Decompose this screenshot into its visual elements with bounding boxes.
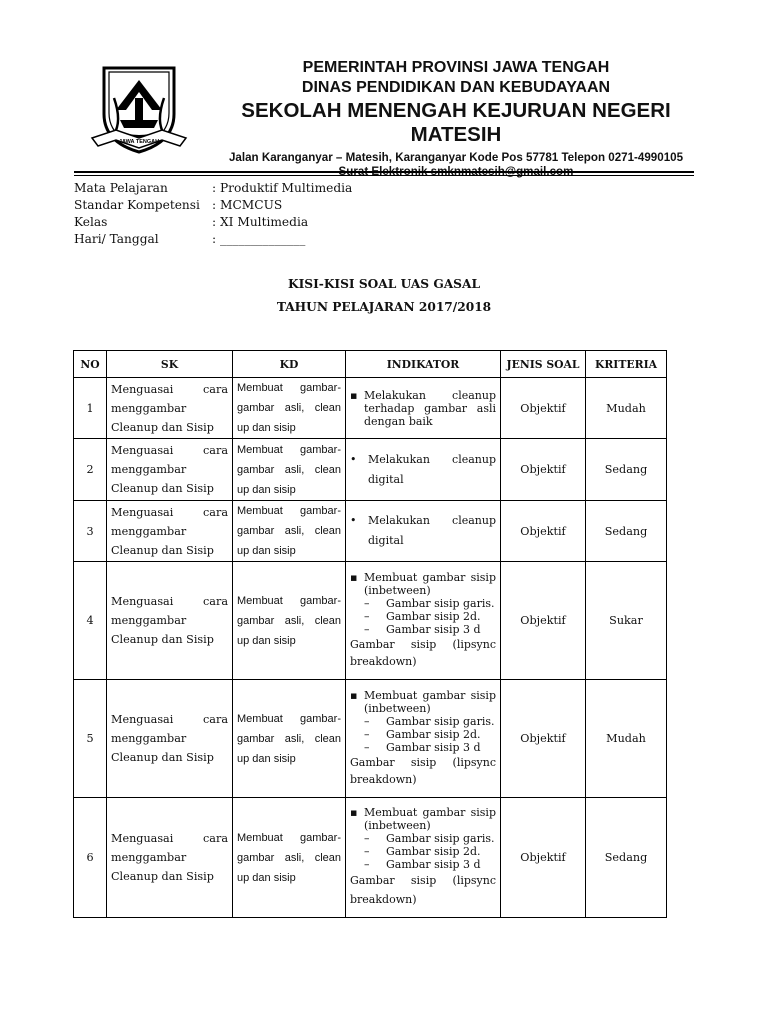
table-row [74,439,667,501]
indicator-tail: Gambar sisip (lipsync breakdown) [350,638,496,668]
square-bullet-icon: ▪ [350,806,358,819]
dash-bullet-icon: – [364,610,370,623]
round-bullet-icon: • [350,514,357,527]
dash-bullet-icon: – [364,728,370,741]
indicator-subitem [350,832,496,845]
indicator-text: Membuat gambar sisip (inbetween) [364,571,496,597]
indicator-subtext: Gambar sisip 2d. [386,845,481,858]
cell-sk: Menguasai cara menggambar Cleanup dan Sisip [107,439,233,501]
dash-bullet-icon: – [364,597,370,610]
info-label: Hari/ Tanggal [74,232,159,246]
cell-kriteria: Sedang [586,798,667,918]
cell-indikator [346,378,501,439]
cell-kriteria: Sukar [586,562,667,680]
indicator-subitem [350,741,496,754]
round-bullet-icon: • [350,452,357,466]
indicator-subtext: Gambar sisip 2d. [386,728,481,741]
indicator-item [350,689,496,715]
table-row [74,378,667,439]
cell-kd: Membuat gambar-gambar asli, clean up dan sisip [233,439,346,501]
cell-no: 6 [74,798,107,918]
letterhead-text [196,52,716,178]
cell-jenis-soal: Objektif [501,798,586,918]
letterhead-rule-thin [74,175,694,176]
indicator-item [350,450,496,490]
cell-jenis-soal: Objektif [501,501,586,562]
cell-indikator [346,562,501,680]
cell-no: 1 [74,378,107,439]
cell-jenis-soal: Objektif [501,378,586,439]
table-row [74,562,667,680]
info-value: : Produktif Multimedia [212,181,353,195]
indicator-subitem [350,728,496,741]
col-header-jenis-soal: JENIS SOAL [501,351,586,378]
info-label: Mata Pelajaran [74,181,168,195]
col-header-kd: KD [233,351,346,378]
indicator-item [350,511,496,551]
indicator-subtext: Gambar sisip garis. [386,597,495,610]
table-row [74,680,667,798]
cell-sk: Menguasai cara menggambar Cleanup dan Sisip [107,680,233,798]
exam-info [74,180,352,248]
cell-jenis-soal: Objektif [501,562,586,680]
dash-bullet-icon: – [364,858,370,871]
dash-bullet-icon: – [364,715,370,728]
indicator-subtext: Gambar sisip garis. [386,715,495,728]
indicator-subitem [350,597,496,610]
indicator-subtext: Gambar sisip garis. [386,832,495,845]
indicator-text: Membuat gambar sisip (inbetween) [364,689,496,715]
indicator-subitem [350,610,496,623]
info-value: : XI Multimedia [212,215,309,229]
cell-kd: Membuat gambar-gambar asli, clean up dan sisip [233,798,346,918]
gov-line: PEMERINTAH PROVINSI JAWA TENGAH [302,59,610,76]
letterhead-rule-thick [74,171,694,173]
indicator-subitem [350,623,496,636]
indicator-item [350,389,496,428]
cell-sk: Menguasai cara menggambar Cleanup dan Sisip [107,798,233,918]
dash-bullet-icon: – [364,832,370,845]
province-emblem-icon [86,58,192,156]
indicator-subtext: Gambar sisip 3 d [386,858,481,871]
cell-sk: Menguasai cara menggambar Cleanup dan Sisip [107,562,233,680]
cell-kriteria: Sedang [586,501,667,562]
square-bullet-icon: ▪ [350,388,358,402]
cell-jenis-soal: Objektif [501,439,586,501]
cell-indikator [346,680,501,798]
letterhead [86,52,726,178]
cell-kd: Membuat gambar-gambar asli, clean up dan sisip [233,562,346,680]
dash-bullet-icon: – [364,623,370,636]
table-row [74,798,667,918]
cell-sk: Menguasai cara menggambar Cleanup dan Sisip [107,501,233,562]
info-row [74,180,352,197]
indicator-subtext: Gambar sisip 3 d [386,741,481,754]
info-row [74,197,352,214]
info-value: : MCMCUS [212,198,283,212]
cell-no: 3 [74,501,107,562]
col-header-no: NO [74,351,107,378]
document-title: KISI-KISI SOAL UAS GASAL [287,277,481,291]
office-line: DINAS PENDIDIKAN DAN KEBUDAYAAN [301,79,611,96]
cell-kd: Membuat gambar-gambar asli, clean up dan sisip [233,680,346,798]
school-name: MATESIH [410,123,502,146]
dash-bullet-icon: – [364,845,370,858]
cell-indikator [346,501,501,562]
indicator-tail: Gambar sisip (lipsync breakdown) [350,756,496,786]
indicator-text: Melakukan cleanup digital [368,452,496,486]
info-row [74,214,352,231]
indicator-subitem [350,715,496,728]
cell-kd: Membuat gambar-gambar asli, clean up dan sisip [233,501,346,562]
indicator-subtext: Gambar sisip 2d. [386,610,481,623]
info-label: Kelas [74,215,108,229]
cell-no: 4 [74,562,107,680]
cell-indikator [346,439,501,501]
cell-kd: Membuat gambar-gambar asli, clean up dan sisip [233,378,346,439]
emblem-ribbon-text: JAWA TENGAH [118,139,160,145]
school-email: Surat Elektronik smknmatesih@gmail.com [338,165,574,178]
col-header-sk: SK [107,351,233,378]
dash-bullet-icon: – [364,741,370,754]
col-header-kriteria: KRITERIA [586,351,667,378]
indicator-subtext: Gambar sisip 3 d [386,623,481,636]
info-value: : ______________ [212,232,306,246]
square-bullet-icon: ▪ [350,689,358,702]
school-address: Jalan Karanganyar – Matesih, Karanganyar Kode Pos 57781 Telepon 0271-4990105 [228,151,684,164]
indicator-item [350,806,496,832]
school-line: SEKOLAH MENENGAH KEJURUAN NEGERI [241,99,671,122]
kisi-kisi-table [73,350,667,918]
square-bullet-icon: ▪ [350,571,358,584]
indicator-item [350,571,496,597]
table-header-row [74,351,667,378]
cell-jenis-soal: Objektif [501,680,586,798]
info-label: Standar Kompetensi [74,198,200,212]
col-header-indikator: INDIKATOR [346,351,501,378]
indicator-subitem [350,845,496,858]
cell-sk: Menguasai cara menggambar Cleanup dan Sisip [107,378,233,439]
academic-year: TAHUN PELAJARAN 2017/2018 [276,300,492,314]
indicator-text: Membuat gambar sisip (inbetween) [364,806,496,832]
cell-kriteria: Mudah [586,680,667,798]
cell-kriteria: Mudah [586,378,667,439]
cell-kriteria: Sedang [586,439,667,501]
table-row [74,501,667,562]
cell-indikator [346,798,501,918]
indicator-text: Melakukan cleanup terhadap gambar asli dengan baik [364,388,496,428]
info-row [74,231,352,248]
cell-no: 2 [74,439,107,501]
indicator-tail: Gambar sisip (lipsync breakdown) [350,874,496,906]
indicator-text: Melakukan cleanup digital [368,514,496,547]
cell-no: 5 [74,680,107,798]
indicator-subitem [350,858,496,871]
